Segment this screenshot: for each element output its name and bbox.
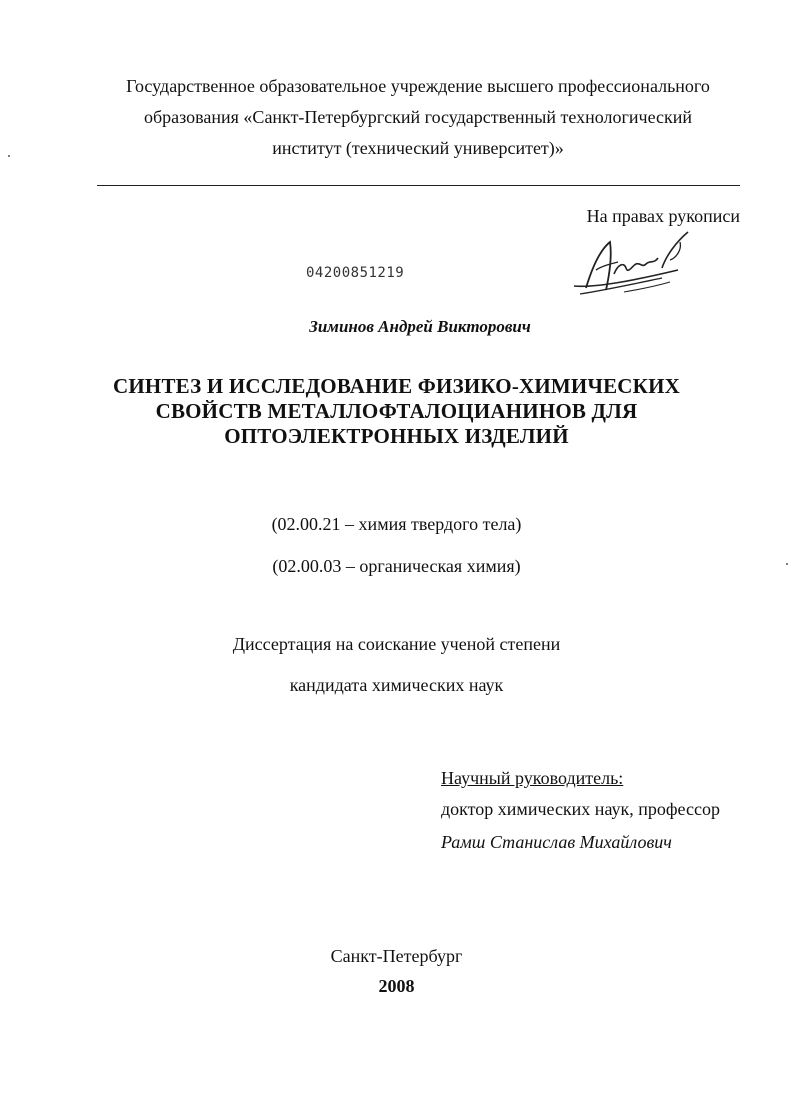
city: Санкт-Петербург xyxy=(330,946,463,966)
institution-line-1: Государственное образовательное учреждение высшего профессионального xyxy=(126,76,710,96)
handwritten-signature xyxy=(566,228,696,306)
catalog-number: 04200851219 xyxy=(306,265,405,281)
scan-speck xyxy=(8,155,10,157)
institution-line-2: образования «Санкт-Петербургский государственный технологический xyxy=(143,107,693,127)
degree-line-1: Диссертация на соискание ученой степени xyxy=(232,634,561,654)
institution-line-3: институт (технический университет)» xyxy=(272,138,564,158)
year: 2008 xyxy=(378,976,415,996)
manuscript-note: На правах рукописи xyxy=(586,206,740,226)
supervisor-heading: Научный руководитель: xyxy=(441,768,624,788)
title-line-2: СВОЙСТВ МЕТАЛЛОФТАЛОЦИАНИНОВ ДЛЯ xyxy=(155,399,638,423)
title-line-3: ОПТОЭЛЕКТРОННЫХ ИЗДЕЛИЙ xyxy=(224,424,569,448)
supervisor-name: Рамш Станислав Михайлович xyxy=(441,832,672,852)
author-name: Зиминов Андрей Викторович xyxy=(309,317,531,336)
specialty-1: (02.00.21 – химия твердого тела) xyxy=(271,514,522,534)
scan-speck xyxy=(786,563,788,565)
header-divider xyxy=(97,185,740,186)
title-line-1: СИНТЕЗ И ИССЛЕДОВАНИЕ ФИЗИКО-ХИМИЧЕСКИХ xyxy=(113,374,680,398)
specialty-2: (02.00.03 – органическая химия) xyxy=(272,556,521,576)
degree-line-2: кандидата химических наук xyxy=(289,675,504,695)
supervisor-rank: доктор химических наук, профессор xyxy=(441,799,720,819)
